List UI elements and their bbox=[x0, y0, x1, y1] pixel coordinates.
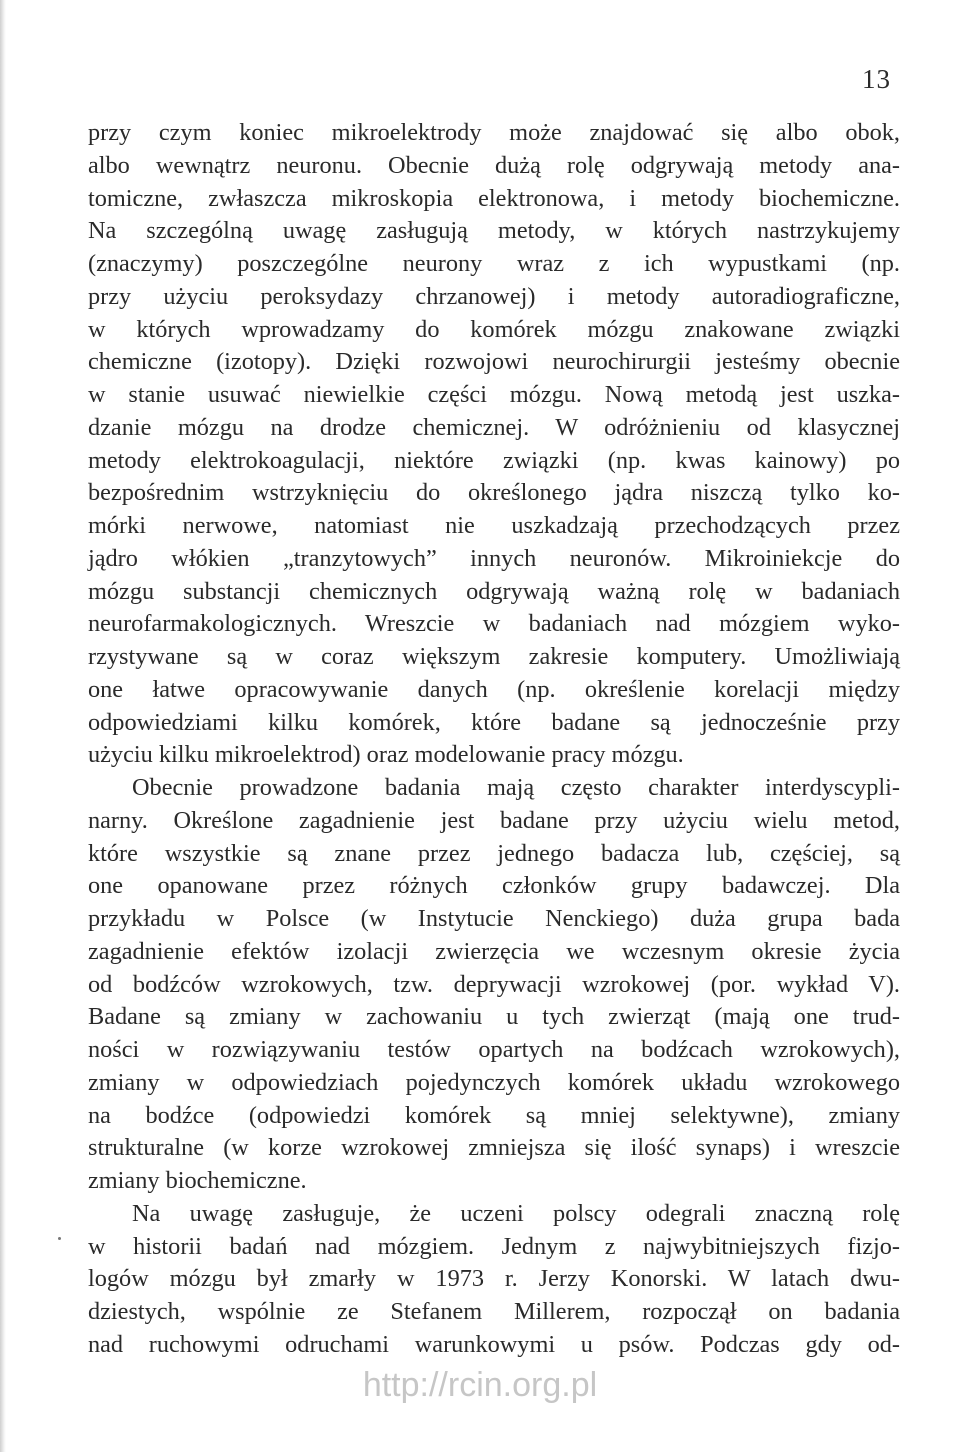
paragraph-first-line: Obecnie prowadzone badania mają często charakter interdyscypli- bbox=[132, 774, 900, 801]
text-line: albo wewnątrz neuronu. Obecnie dużą rolę odgrywają metody ana- bbox=[88, 151, 900, 179]
text-line: zmiany w odpowiedziach pojedynczych komórek układu wzrokowego bbox=[88, 1068, 900, 1096]
text-line: jądro włókien „tranzytowych” innych neuronów. Mikroiniekcje do bbox=[88, 544, 900, 572]
text-line: one opanowane przez różnych członków grupy badawczej. Dla bbox=[88, 872, 900, 900]
page-number: 13 bbox=[862, 64, 891, 94]
text-line: odpowiedziami kilku komórek, które badane są jednocześnie przy bbox=[88, 708, 900, 736]
margin-mark bbox=[58, 1237, 61, 1240]
text-line: tomiczne, zwłaszcza mikroskopia elektronowa, i metody biochemiczne. bbox=[88, 184, 900, 212]
text-line: ności w rozwiązywaniu testów opartych na bodźcach wzrokowych), bbox=[88, 1036, 900, 1063]
text-line: przy użyciu peroksydazy chrzanowej) i metody autoradiograficzne, bbox=[88, 282, 900, 310]
text-line: zagadnienie efektów izolacji zwierzęcia we wczesnym okresie życia bbox=[88, 937, 900, 965]
text-line: (znaczymy) poszczególne neurony wraz z ich wypustkami (np. bbox=[88, 250, 900, 277]
paragraph-first-line: Na uwagę zasługuje, że uczeni polscy odegrali znaczną rolę bbox=[132, 1199, 900, 1227]
text-line: w których wprowadzamy do komórek mózgu znakowane związki bbox=[88, 315, 900, 343]
text-line: przykładu w Polsce (w Instytucie Nenckiego) duża grupa bada bbox=[88, 905, 900, 932]
text-line: nad ruchowymi odruchami warunkowymi u psów. Podczas gdy od- bbox=[88, 1330, 900, 1358]
text-line: one łatwe opracowywanie danych (np. określenie korelacji między bbox=[88, 675, 900, 703]
text-line: metody elektrokoagulacji, niektóre związki (np. kwas kainowy) po bbox=[88, 446, 900, 474]
text-line: bezpośrednim wstrzyknięciu do określonego jądra niszczą tylko ko- bbox=[88, 479, 900, 507]
source-watermark: http://rcin.org.pl bbox=[362, 1366, 598, 1404]
paragraph-last-line: użyciu kilku mikroelektrod) oraz modelowanie pracy mózgu. bbox=[88, 741, 684, 769]
text-line: mózgu substancji chemicznych odgrywają ważną rolę w badaniach bbox=[88, 577, 900, 605]
paragraph-last-line: zmiany biochemiczne. bbox=[88, 1167, 307, 1194]
text-line: neurofarmakologicznych. Wreszcie w badaniach nad mózgiem wyko- bbox=[88, 610, 900, 638]
text-line: które wszystkie są znane przez jednego badacza lub, częściej, są bbox=[88, 839, 900, 867]
body-text bbox=[88, 117, 900, 1362]
text-line: na bodźce (odpowiedzi komórek są mniej selektywne), zmiany bbox=[88, 1101, 900, 1129]
page-edge bbox=[0, 0, 6, 1452]
text-line: strukturalne (w korze wzrokowej zmniejsza się ilość synaps) i wreszcie bbox=[88, 1134, 900, 1162]
text-line: w historii badań nad mózgiem. Jednym z najwybitniejszych fizjo- bbox=[88, 1232, 900, 1260]
text-line: logów mózgu był zmarły w 1973 r. Jerzy Konorski. W latach dwu- bbox=[88, 1265, 900, 1293]
text-line: dzanie mózgu na drodze chemicznej. W odróżnieniu od klasycznej bbox=[88, 413, 900, 441]
text-line: mórki nerwowe, natomiast nie uszkadzają przechodzących przez bbox=[88, 512, 900, 539]
text-line: rzystywane są w coraz większym zakresie komputery. Umożliwiają bbox=[88, 643, 900, 670]
text-line: narny. Określone zagadnienie jest badane przy użyciu wielu metod, bbox=[88, 806, 900, 834]
text-line: chemiczne (izotopy). Dzięki rozwojowi neurochirurgii jesteśmy obecnie bbox=[88, 348, 900, 376]
text-line: w stanie usuwać niewielkie części mózgu. Nową metodą jest uszka- bbox=[88, 381, 900, 408]
text-line: od bodźców wzrokowych, tzw. deprywacji wzrokowej (por. wykład V). bbox=[88, 970, 900, 998]
text-line: przy czym koniec mikroelektrody może znajdować się albo obok, bbox=[88, 119, 900, 146]
text-line: Na szczególną uwagę zasługują metody, w których nastrzykujemy bbox=[88, 217, 900, 245]
text-line: dziestych, wspólnie ze Stefanem Millerem, rozpoczął on badania bbox=[88, 1298, 900, 1325]
text-line: Badane są zmiany w zachowaniu u tych zwierząt (mają one trud- bbox=[88, 1003, 900, 1031]
